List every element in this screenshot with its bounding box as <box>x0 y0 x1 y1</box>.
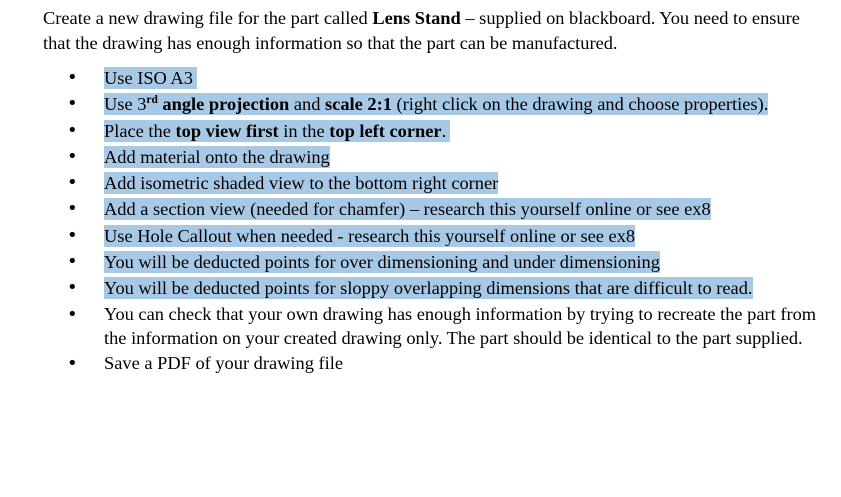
document-body <box>43 6 823 375</box>
list-item-text: Add a section view (needed for chamfer) – research this yourself online or see ex8 <box>104 199 711 220</box>
list-item-text: You will be deducted points for sloppy overlapping dimensions that are difficult to read. <box>104 278 753 299</box>
list-item <box>43 302 823 351</box>
text-run-bold: angle projection <box>157 94 290 115</box>
list-item-text <box>104 120 450 142</box>
list-item <box>43 275 823 301</box>
part-name: Lens Stand <box>372 8 461 28</box>
text-run-bold: top view first <box>175 120 279 141</box>
list-item-text: Use ISO A3 <box>104 67 197 89</box>
text-run: in the <box>278 120 330 141</box>
text-run: Place the <box>104 120 176 141</box>
list-item-text: Save a PDF of your drawing file <box>104 352 344 373</box>
text-run: (right click on the drawing and choose properties). <box>391 94 769 115</box>
list-item <box>43 351 823 376</box>
text-run: rd <box>146 94 158 107</box>
text-run-bold: scale 2:1 <box>325 94 392 115</box>
list-item <box>43 65 823 91</box>
intro-text-1: Create a new drawing file for the part called <box>43 8 373 28</box>
ordinal-suffix <box>146 94 157 106</box>
list-item <box>43 144 823 170</box>
text-run-bold: top left corner <box>329 120 442 141</box>
list-item <box>43 223 823 249</box>
list-item-text: Add material onto the drawing <box>104 146 330 167</box>
list-item-text: Add isometric shaded view to the bottom right corner <box>104 173 499 194</box>
text-run: Use 3 <box>104 94 147 115</box>
intro-paragraph <box>43 6 823 55</box>
requirements-list <box>43 65 823 375</box>
intro-text-2: – supplied on blackboard. You need to ensure that the drawing has enough information so that the part can be manufactured. <box>43 8 800 53</box>
list-item-text: You can check that your own drawing has enough information by trying to recreate the part from the information on your created drawing only. The part should be identical to the part supplied. <box>104 303 817 349</box>
text-run: and <box>289 94 326 115</box>
text-run: . <box>441 120 447 141</box>
list-item-text: Use Hole Callout when needed - research this yourself online or see ex8 <box>104 225 636 246</box>
list-item <box>43 91 823 117</box>
list-item-text: You will be deducted points for over dimensioning and under dimensioning <box>104 252 660 273</box>
list-item <box>43 249 823 275</box>
list-item <box>43 118 823 144</box>
list-item-text <box>104 93 768 115</box>
list-item <box>43 196 823 222</box>
list-item <box>43 170 823 196</box>
